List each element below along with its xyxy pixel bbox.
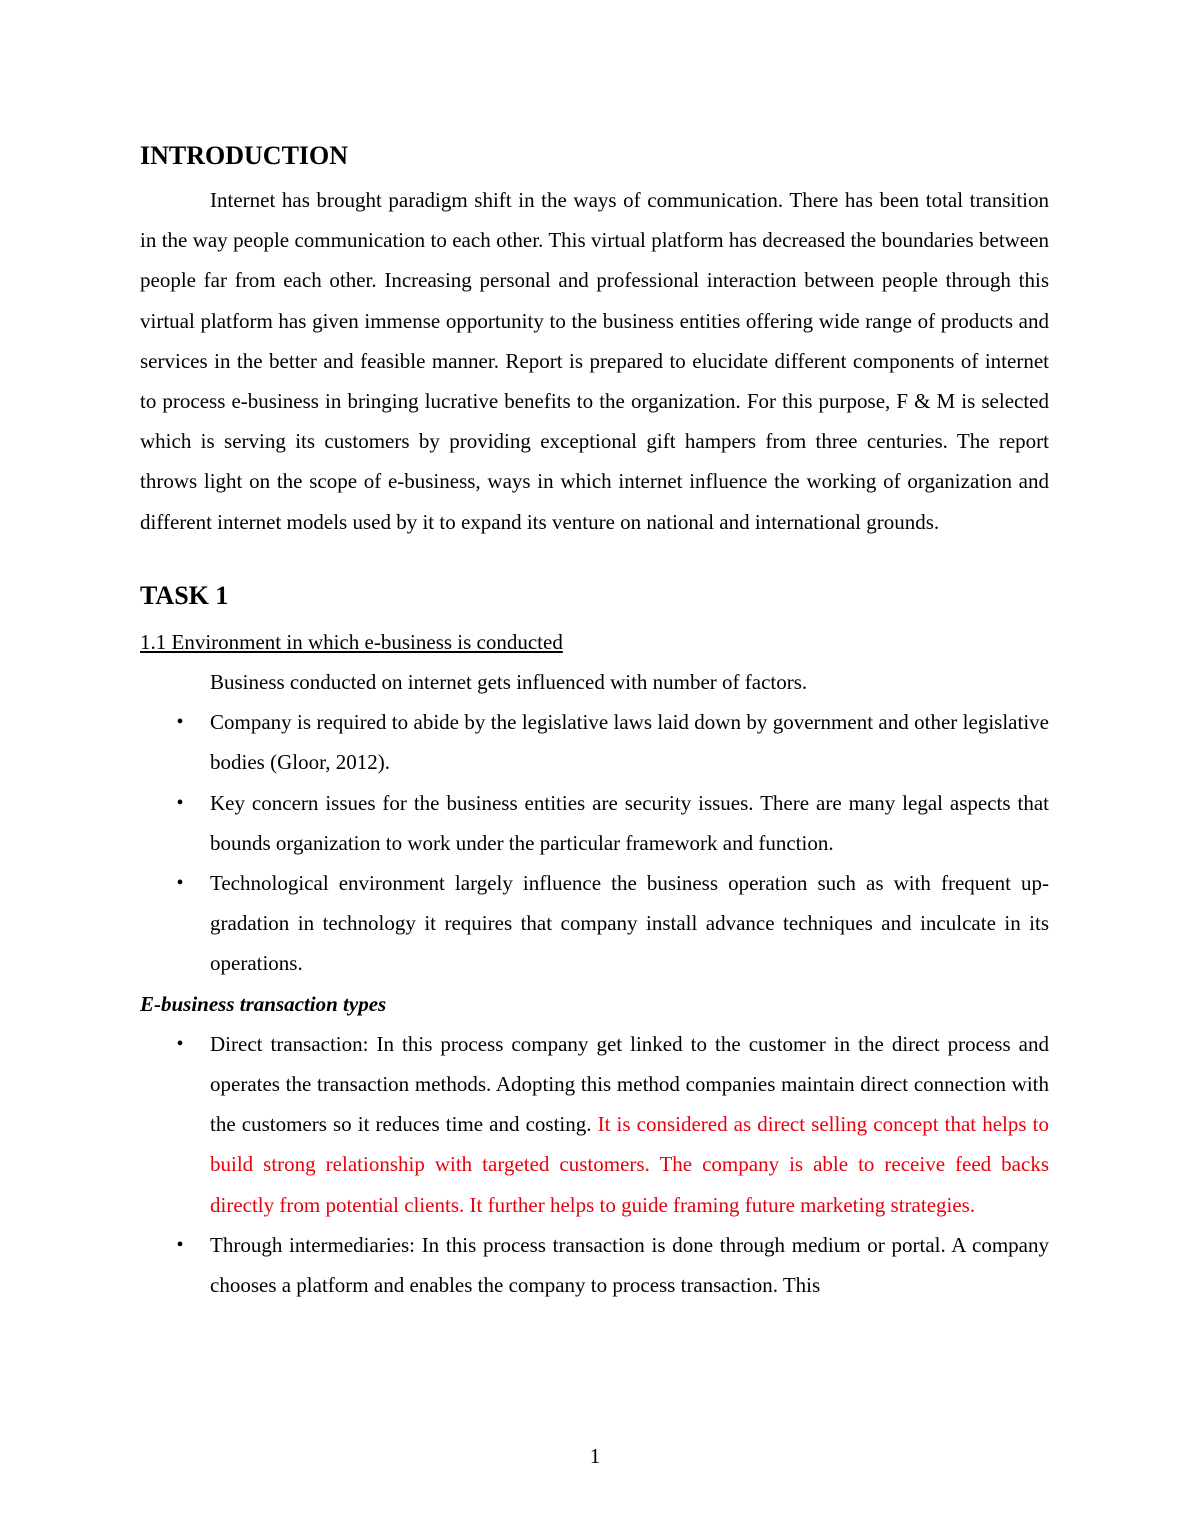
list-item [140, 783, 1049, 863]
transaction-type-list [140, 1024, 1049, 1305]
list-item [140, 1225, 1049, 1305]
section-1-1-subheading: 1.1 Environment in which e-business is conducted [140, 629, 563, 654]
list-item-text: Company is required to abide by the legislative laws laid down by government and other legislative bodies (Gloor, 2012). [210, 710, 1049, 775]
bullet-icon: • [176, 1233, 184, 1256]
introduction-paragraph: Internet has brought paradigm shift in the ways of communication. There has been total transition in the way people communication to each other. This virtual platform has decreased the boundaries between people far from each other. Increasing personal and professional interaction between people through this virtual platform has given immense opportunity to the business entities offering wide range of products and services in the better and feasible manner. Report is prepared to elucidate different components of internet to process e-business in bringing lucrative benefits to the organization. For this purpose, F & M is selected which is serving its customers by providing exceptional gift hampers from three centuries. The report throws light on the scope of e-business, ways in which internet influence the working of organization and different internet models used by it to expand its venture on national and international grounds. [140, 188, 1049, 534]
page-number: 1 [589, 1444, 601, 1468]
task1-heading: TASK 1 [140, 580, 229, 610]
bullet-icon: • [176, 791, 184, 814]
list-item-text: Key concern issues for the business entities are security issues. There are many legal aspects that bounds organization to work under the particular framework and function. [210, 790, 1049, 855]
list-item [140, 863, 1049, 984]
bullet-icon: • [176, 1032, 184, 1055]
list-item [140, 1024, 1049, 1225]
introduction-heading: INTRODUCTION [140, 141, 349, 170]
highlighted-text: It is considered as direct selling concept that helps to build strong relationship with targeted customers. The company is able to receive feed backs directly from potential clients. It further helps to guide framing future marketing strategies. [210, 1112, 1049, 1217]
list-item-text: Direct transaction: In this process company get linked to the customer in the direct process and operates the transaction methods. Adopting this method companies maintain direct connection with the customers so it reduces time and costing. [210, 1031, 1049, 1137]
bullet-icon: • [176, 711, 184, 734]
list-item-text: Technological environment largely influence the business operation such as with frequent up-gradation in technology it requires that company install advance techniques and inculcate in its operations. [210, 871, 1049, 976]
section-lead-sentence: Business conducted on internet gets influenced with number of factors. [210, 670, 808, 695]
transaction-types-heading: E-business transaction types [140, 991, 387, 1016]
bullet-icon: • [176, 872, 184, 895]
list-item [140, 702, 1049, 782]
list-item-text: Through intermediaries: In this process transaction is done through medium or portal. A company chooses a platform and enables the company to process transaction. This [210, 1232, 1049, 1298]
environment-factor-list [140, 702, 1049, 983]
page-content [140, 136, 1049, 1305]
